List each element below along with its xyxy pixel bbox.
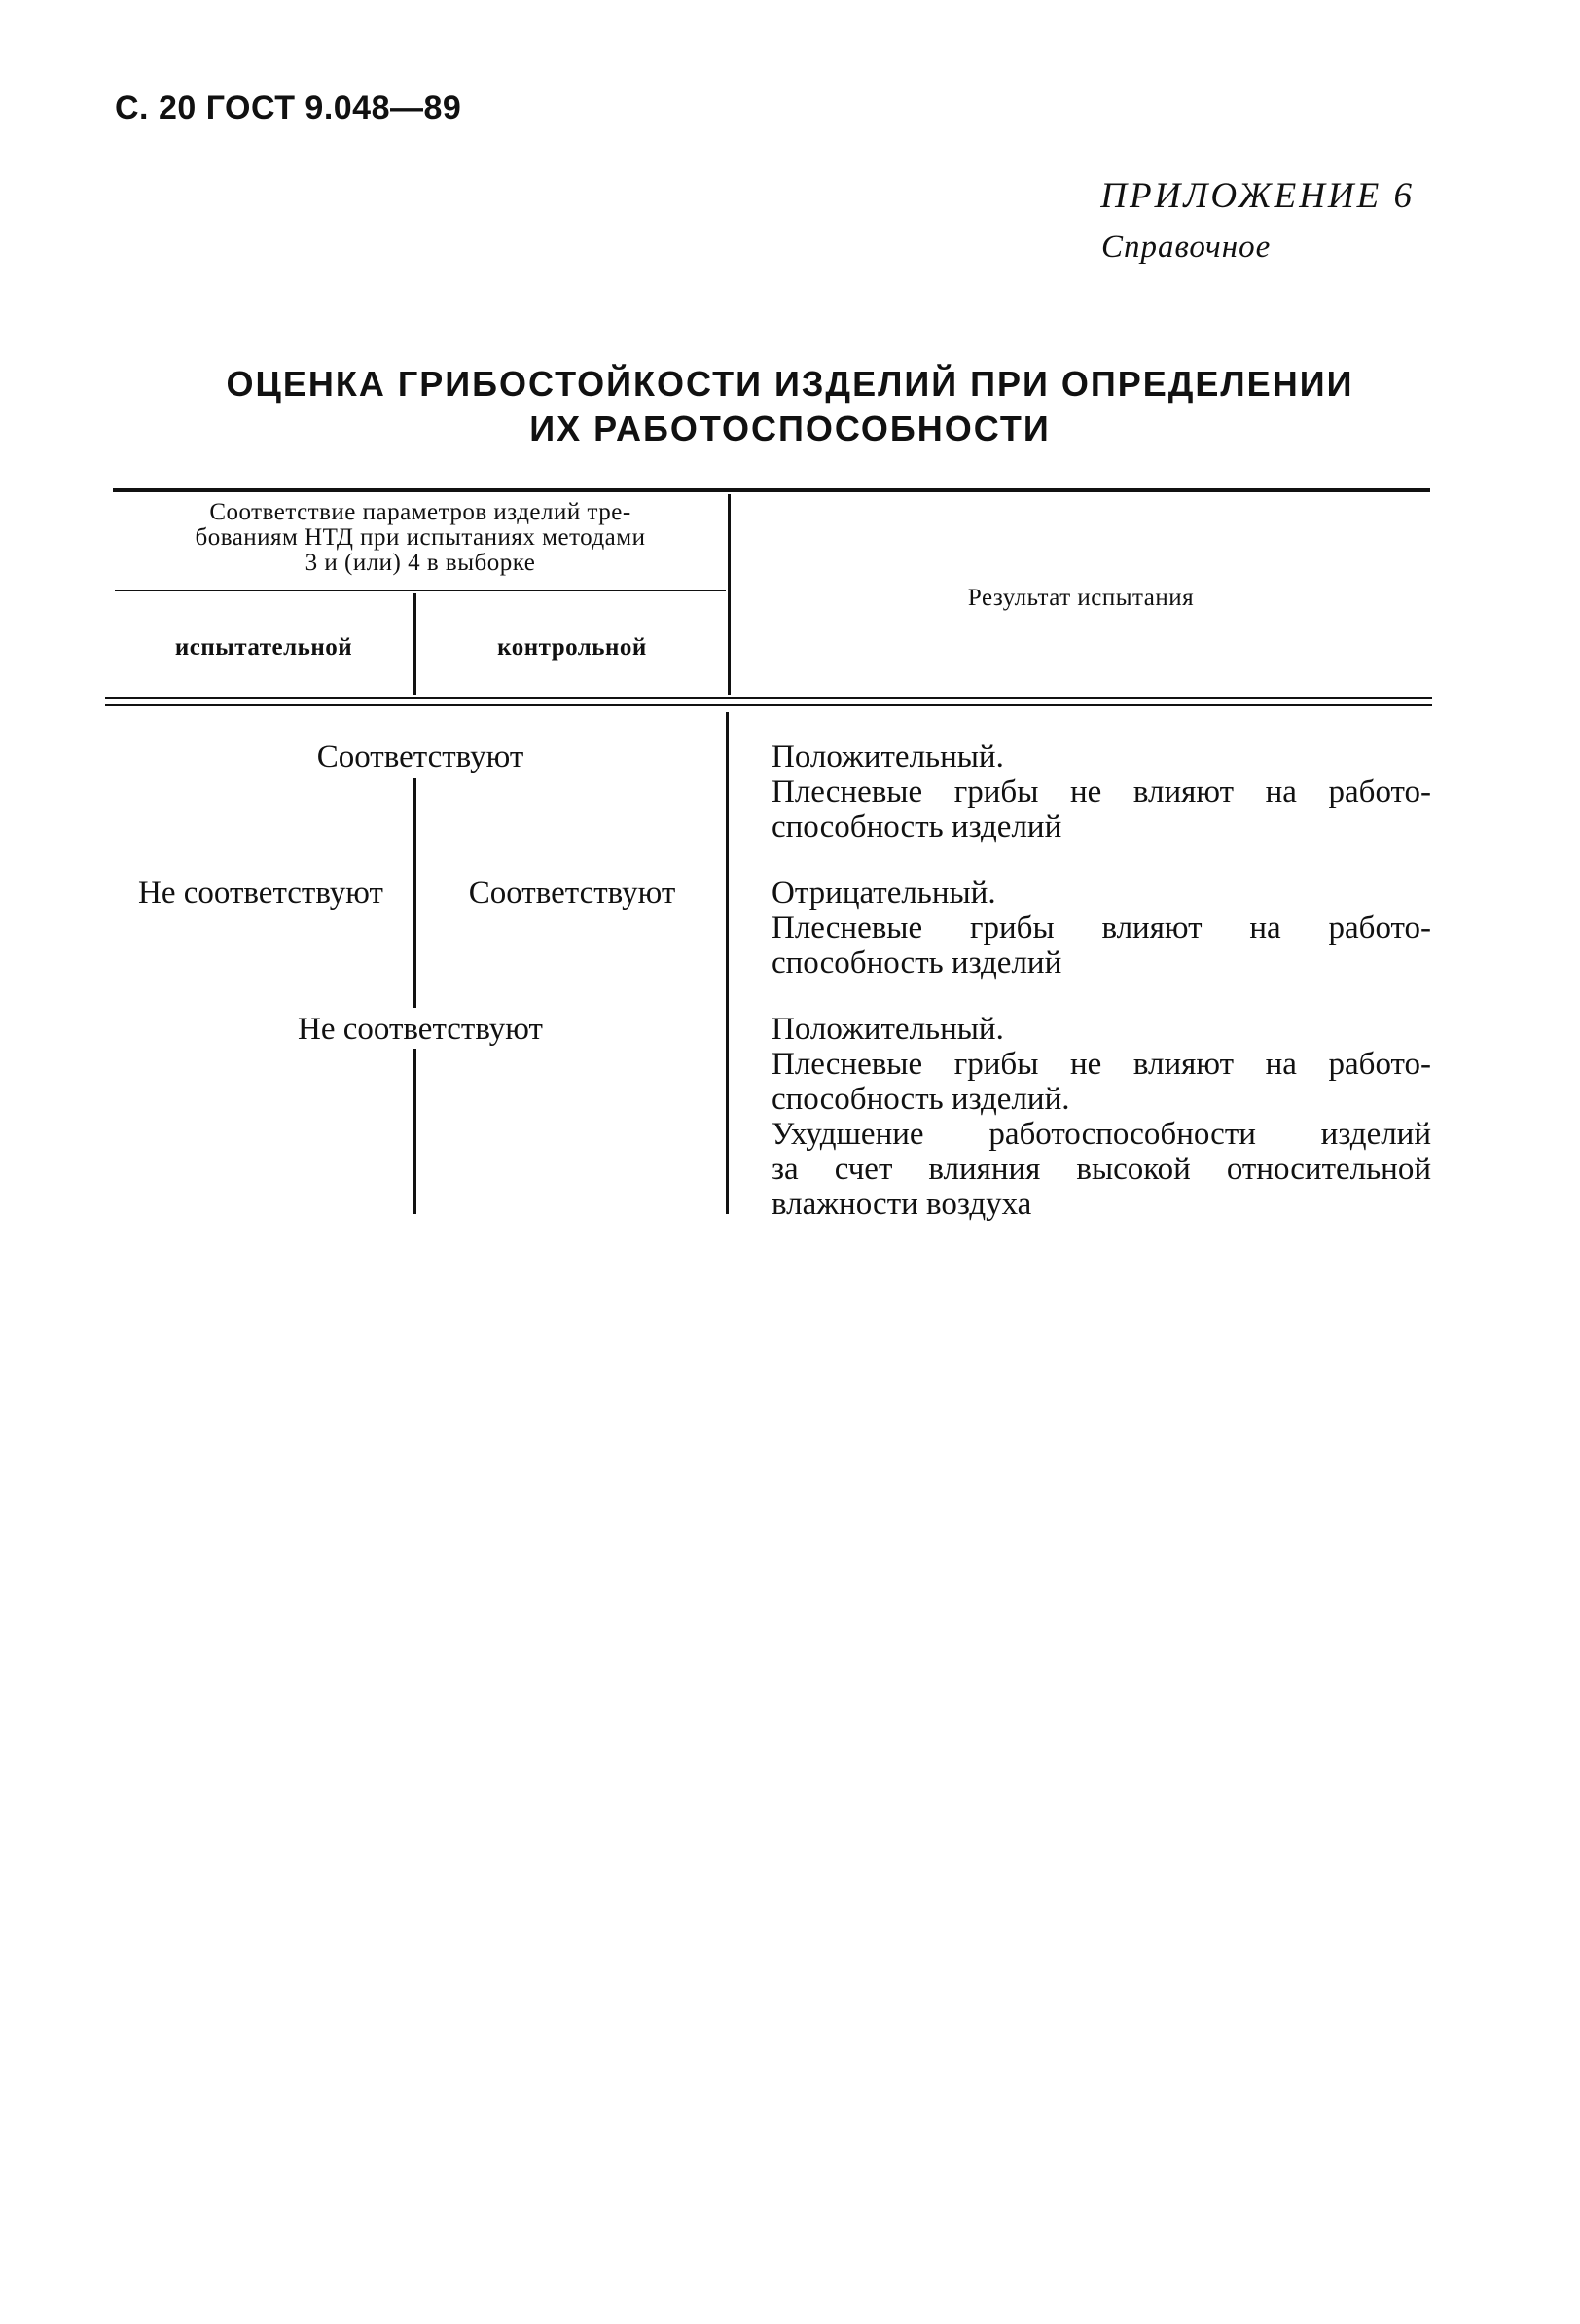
document-title (0, 362, 1580, 451)
row-2-result (772, 876, 1431, 981)
document-title-line-2: ИХ РАБОТОСПОСОБНОСТИ (529, 409, 1051, 448)
row-3-merged-value: Не соответствуют (298, 1012, 543, 1047)
header-sub-divider (413, 593, 416, 695)
row-2-result-line-2: Плесневые грибы влияют на работо- (772, 911, 1431, 946)
row-2-result-line-1: Отрицательный. (772, 876, 996, 911)
appendix-type: Справочное (1101, 230, 1272, 265)
row-1-result-line-1: Положительный. (772, 739, 1004, 774)
col-header-control: контрольной (497, 634, 647, 661)
row-3-result-line-2: Плесневые грибы не влияют на работо- (772, 1047, 1431, 1082)
row-3-result (772, 1012, 1431, 1222)
row-3-result-line-5: за счет влияния высокой относительной (772, 1152, 1431, 1187)
header-main-divider (728, 494, 731, 695)
row-1-merged-value: Соответствуют (316, 739, 524, 774)
row-2-test-value: Не соответствуют (138, 876, 383, 911)
header-bottom-rule-1 (105, 697, 1432, 699)
table-top-rule (113, 488, 1430, 492)
header-group-line-3: 3 и (или) 4 в выборке (305, 550, 536, 576)
row-3-result-line-3: способность изделий. (772, 1082, 1070, 1117)
row-1-result-line-3: способность изделий (772, 809, 1062, 844)
row-1-result-line-2: Плесневые грибы не влияют на работо- (772, 774, 1431, 809)
body-main-divider (726, 712, 729, 1214)
appendix-label: ПРИЛОЖЕНИЕ 6 (1100, 176, 1415, 216)
row-3-result-line-4: Ухудшение работоспособности изделий (772, 1117, 1431, 1152)
row-2-control-value: Соответствуют (468, 876, 676, 911)
header-group-divider (115, 590, 726, 591)
body-sub-divider-3 (413, 1049, 416, 1214)
col-header-test: испытательной (174, 634, 353, 661)
row-3-result-line-1: Положительный. (772, 1012, 1004, 1047)
header-group-label (115, 500, 726, 576)
header-group-line-1: Соответствие параметров изделий тре- (209, 499, 631, 525)
row-3-result-line-6: влажности воздуха (772, 1187, 1032, 1222)
row-1-result (772, 739, 1431, 844)
page-header: С. 20 ГОСТ 9.048—89 (115, 89, 462, 126)
header-group-line-2: бованиям НТД при испытаниях методами (195, 524, 646, 551)
row-2-result-line-3: способность изделий (772, 946, 1062, 981)
col-header-result: Результат испытания (967, 585, 1195, 611)
document-title-line-1: ОЦЕНКА ГРИБОСТОЙКОСТИ ИЗДЕЛИЙ ПРИ ОПРЕДЕЛЕНИИ (226, 364, 1354, 404)
body-sub-divider-1 (413, 778, 416, 872)
header-bottom-rule-2 (105, 704, 1432, 706)
